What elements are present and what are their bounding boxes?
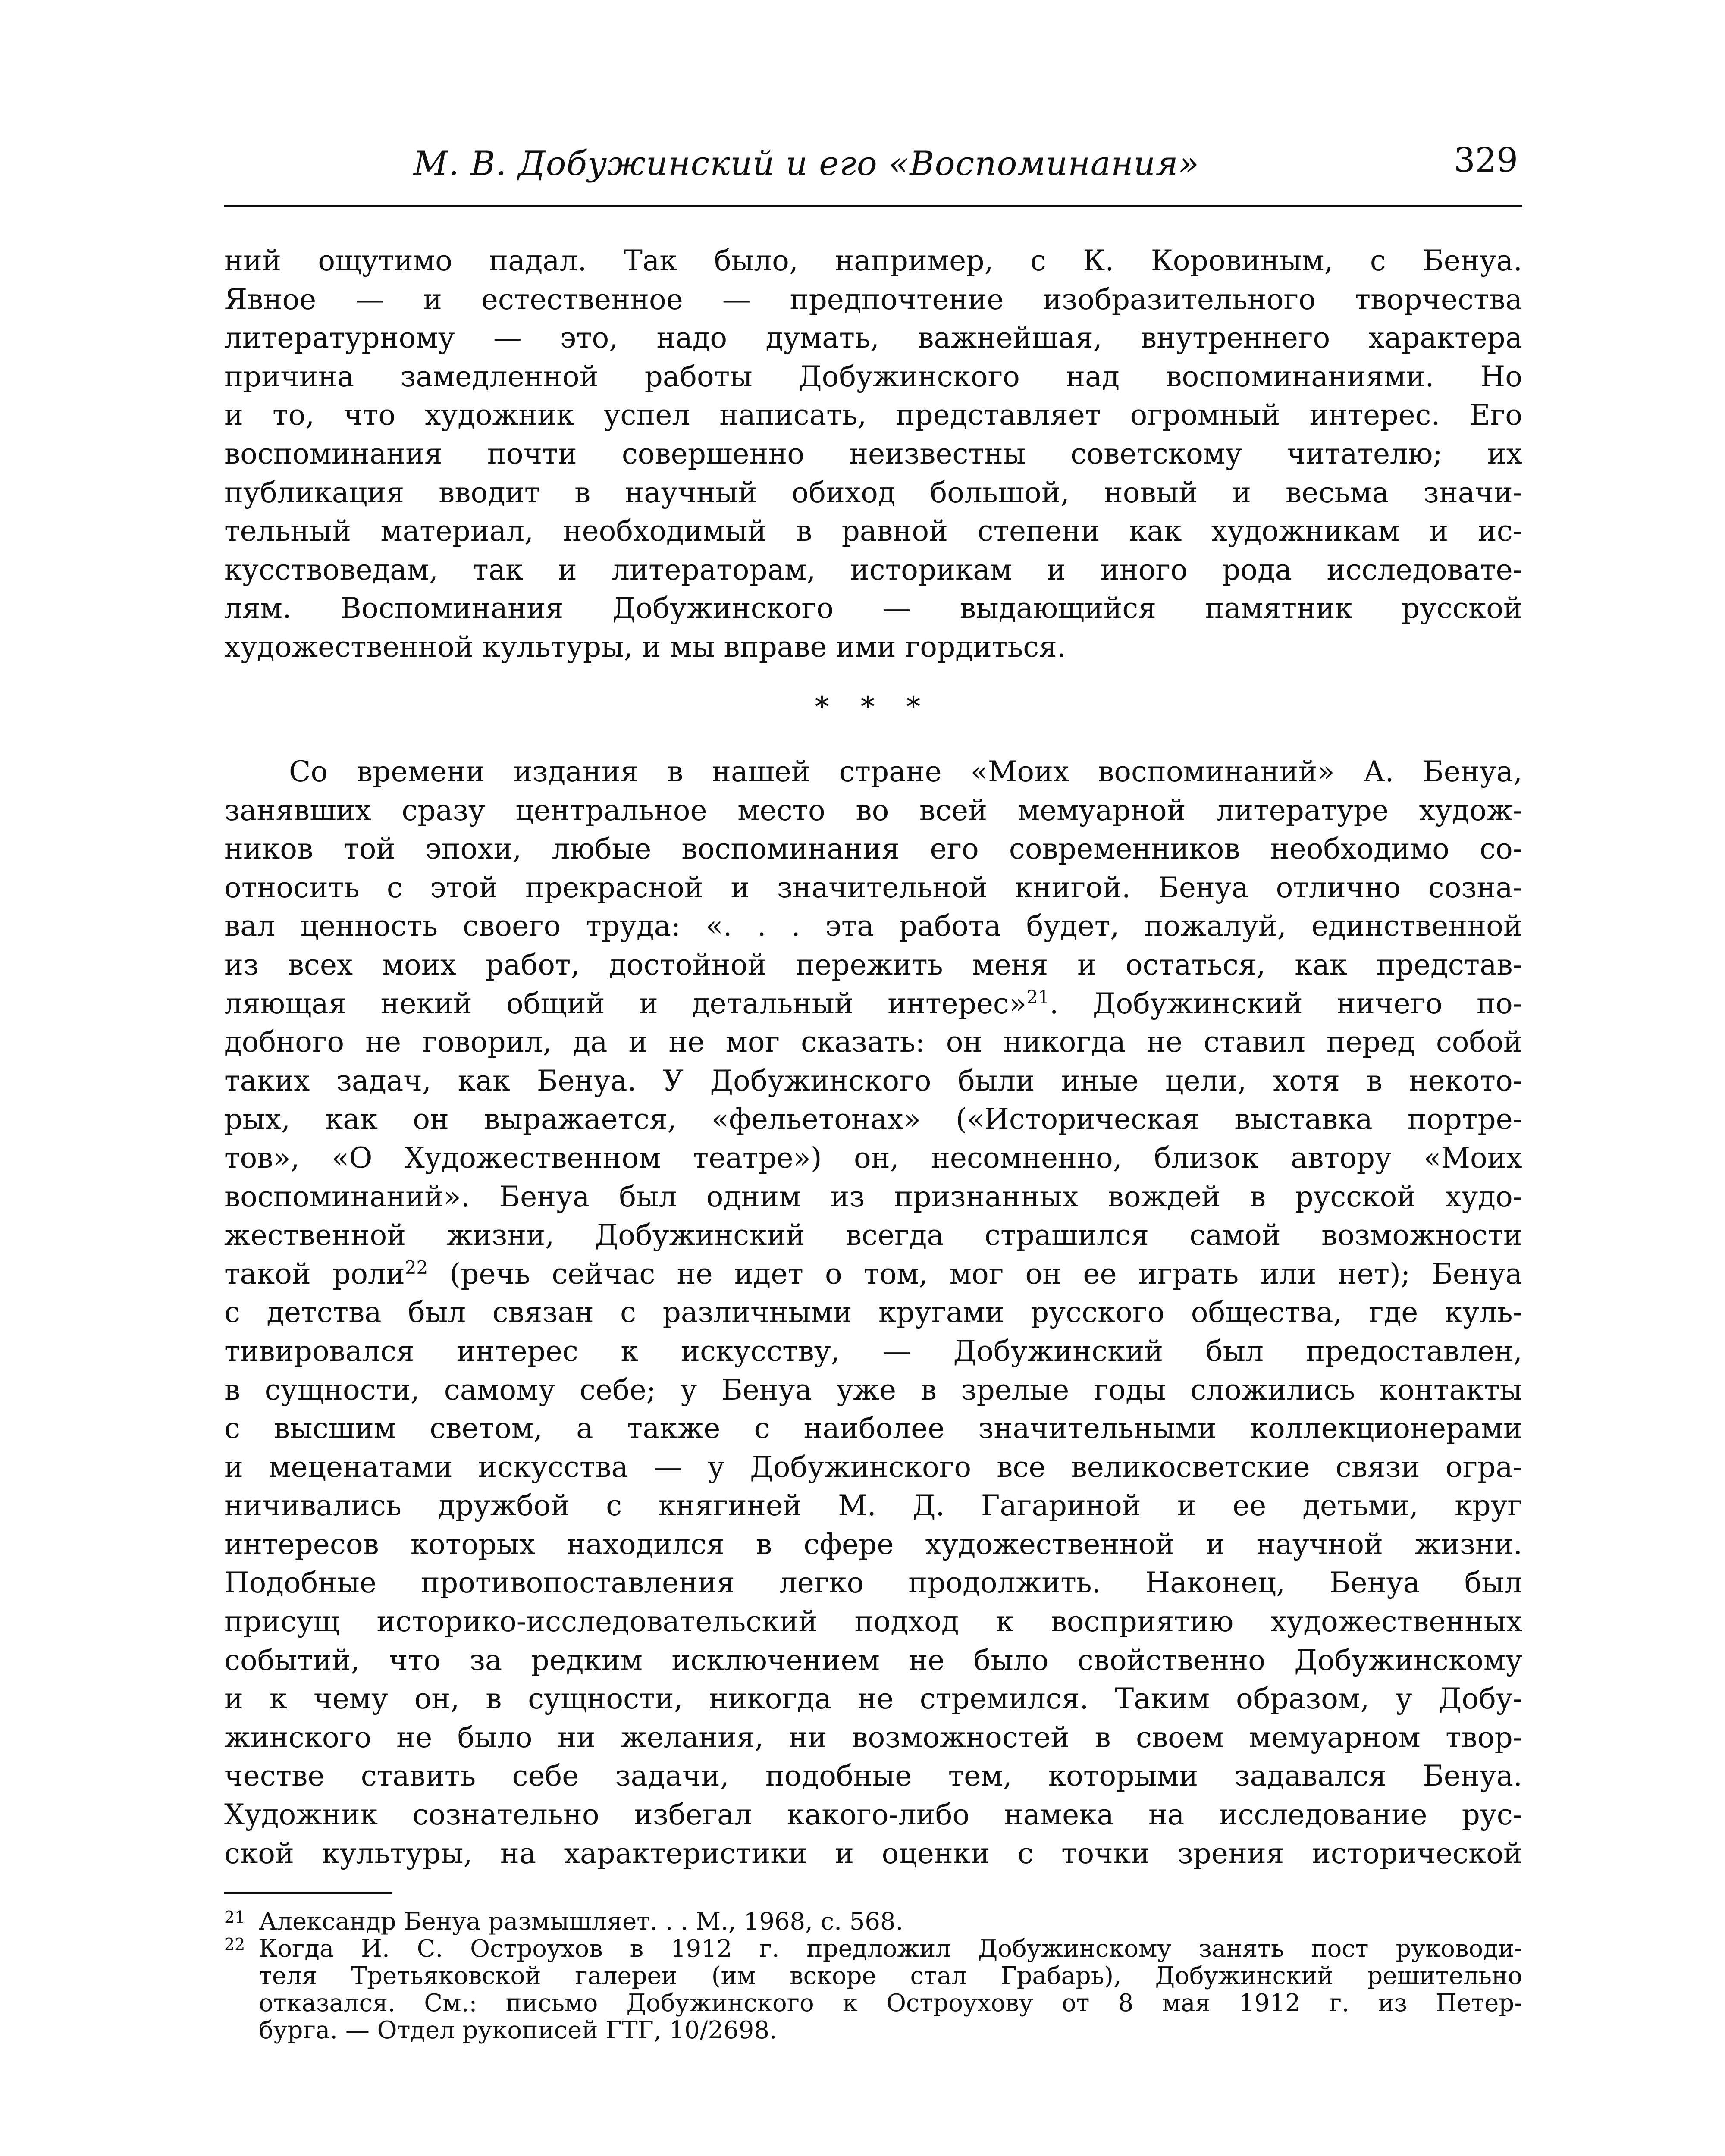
text-line-with-ref-21 [224,984,1522,1023]
text-line: присущ историко-исследовательский подход к восприятию художественных [224,1605,1522,1639]
text-fragment: ляющая некий общий и детальный интерес» [224,987,1027,1020]
text-line: кусствоведам, так и литераторам, историкам и иного рода исследовате- [224,553,1522,586]
text-line: Подобные противопоставления легко продолжить. Наконец, Бенуа был [224,1566,1522,1600]
text-line: таких задач, как Бенуа. У Добужинского были иные цели, хотя в некото- [224,1064,1522,1097]
text-line: вал ценность своего труда: «. . . эта работа будет, пожалуй, единственной [224,909,1522,943]
text-line: относить с этой прекрасной и значительной книгой. Бенуа отлично созна- [224,871,1522,904]
text-line: рых, как он выражается, «фельетонах» («Историческая выставка портре- [224,1103,1522,1136]
paragraph-1 [224,241,1522,667]
text-fragment: . Добужинский ничего по- [1049,987,1522,1020]
footnote-rule [224,1892,392,1894]
text-line: событий, что за редким исключением не было свойственно Добужинскому [224,1643,1522,1677]
text-line: воспоминаний». Бенуа был одним из признанных вождей в русской худо- [224,1180,1522,1213]
text-line: Художник сознательно избегал какого-либо намека на исследование рус- [224,1798,1522,1832]
text-line: Со времени издания в нашей стране «Моих воспоминаний» А. Бенуа, [289,755,1522,788]
text-line: жественной жизни, Добужинский всегда страшился самой возможности [224,1219,1522,1252]
text-line: Явное — и естественное — предпочтение изобразительного творчества [224,282,1522,316]
section-break: * * * [815,690,932,724]
footnote-ref-21[interactable]: 21 [1026,986,1050,1008]
page-number: 329 [1454,141,1518,180]
text-line: и к чему он, в сущности, никогда не стремился. Таким образом, у Добу- [224,1682,1522,1716]
text-fragment: (речь сейчас не идет о том, мог он ее играть или нет); Бенуа [428,1257,1522,1291]
footnotes [224,1908,1522,2044]
footnote-22-line: бурга. — Отдел рукописей ГТГ, 10/2698. [259,2017,777,2044]
text-line: причина замедленной работы Добужинского над воспоминаниями. Но [224,360,1522,393]
footnote-text: Когда И. С. Остроухов в 1912 г. предложил Добужинскому занять пост руководи- [259,1935,1522,1962]
footnote-21 [224,1908,1522,1935]
footnote-22 [224,1935,1522,1962]
footnote-mark: 21 [224,1908,245,1927]
footnote-mark: 22 [224,1935,245,1954]
text-line: из всех моих работ, достойной пережить меня и остаться, как представ- [224,948,1522,981]
footnote-22-line: теля Третьяковской галереи (им вскоре стал Грабарь), Добужинский решительно [259,1962,1522,1990]
text-line: с высшим светом, а также с наиболее значительными коллекционерами [224,1412,1522,1445]
text-line: и меценатами искусства — у Добужинского все великосветские связи огра- [224,1450,1522,1484]
running-title: М. В. Добужинский и его «Воспоминания» [413,144,1200,183]
text-line: честве ставить себе задачи, подобные тем, которыми задавался Бенуа. [224,1759,1522,1793]
running-head [224,140,1518,192]
text-line: добного не говорил, да и не мог сказать: он никогда не ставил перед собой [224,1025,1522,1059]
paragraph-2 [224,752,1522,1873]
text-fragment: такой роли [224,1257,405,1291]
text-line: тивировался интерес к искусству, — Добужинский был предоставлен, [224,1334,1522,1368]
text-line: в сущности, самому себе; у Бенуа уже в зрелые годы сложились контакты [224,1373,1522,1407]
text-line: литературному — это, надо думать, важнейшая, внутреннего характера [224,321,1522,355]
footnote-text: Александр Бенуа размышляет. . . М., 1968, с. 568. [259,1908,903,1935]
text-line: ний ощутимо падал. Так было, например, с К. Коровиным, с Бенуа. [224,244,1522,277]
text-line: лям. Воспоминания Добужинского — выдающийся памятник русской [224,592,1522,625]
text-line: тельный материал, необходимый в равной степени как художникам и ис- [224,514,1522,548]
text-line-with-ref-22 [224,1255,1522,1294]
text-line: тов», «О Художественном театре») он, несомненно, близок автору «Моих [224,1141,1522,1175]
footnote-22-line: отказался. См.: письмо Добужинского к Остроухову от 8 мая 1912 г. из Петер- [259,1990,1522,2017]
footnote-ref-22[interactable]: 22 [405,1257,428,1278]
text-line: с детства был связан с различными кругами русского общества, где куль- [224,1296,1522,1329]
text-line: публикация вводит в научный обиход большой, новый и весьма значи- [224,476,1522,509]
text-line: художественной культуры, и мы вправе ими гордиться. [224,630,1066,664]
header-rule [224,205,1522,207]
text-line: занявших сразу центральное место во всей мемуарной литературе худож- [224,793,1522,827]
text-line: ничивались дружбой с княгиней М. Д. Гагариной и ее детьми, круг [224,1489,1522,1523]
text-line: ской культуры, на характеристики и оценки с точки зрения исторической [224,1836,1522,1870]
text-line: и то, что художник успел написать, представляет огромный интерес. Его [224,398,1522,432]
text-line: жинского не было ни желания, ни возможностей в своем мемуарном твор- [224,1720,1522,1754]
text-line: интересов которых находился в сфере художественной и научной жизни. [224,1527,1522,1561]
text-line: ников той эпохи, любые воспоминания его современников необходимо со- [224,832,1522,866]
text-line: воспоминания почти совершенно неизвестны советскому читателю; их [224,437,1522,470]
